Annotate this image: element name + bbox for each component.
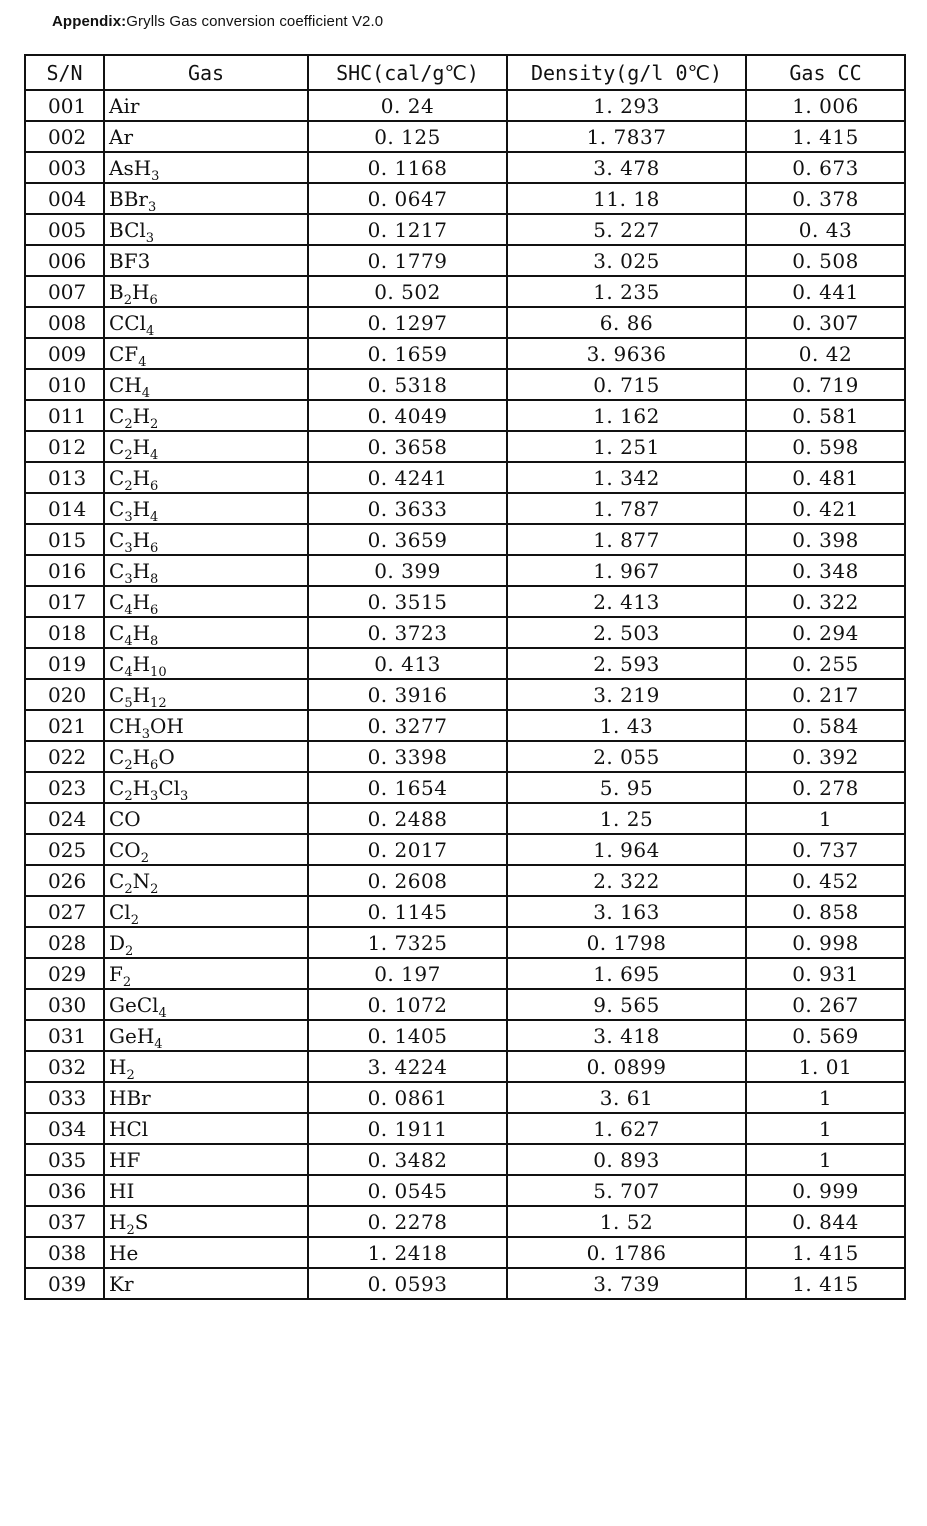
cell-sn: 020 bbox=[25, 679, 104, 710]
cell-shc: 0. 413 bbox=[308, 648, 507, 679]
cell-gas: AsH$_3$ bbox=[104, 152, 308, 183]
cell-gas-cc: 0. 673 bbox=[746, 152, 905, 183]
table-row bbox=[25, 803, 905, 834]
cell-density: 1. 877 bbox=[507, 524, 746, 555]
cell-density: 3. 61 bbox=[507, 1082, 746, 1113]
table-row bbox=[25, 245, 905, 276]
cell-sn: 033 bbox=[25, 1082, 104, 1113]
cell-gas: $F_2$ bbox=[104, 958, 308, 989]
table-row bbox=[25, 1113, 905, 1144]
cell-sn: 038 bbox=[25, 1237, 104, 1268]
cell-sn: 035 bbox=[25, 1144, 104, 1175]
cell-shc: 0. 2608 bbox=[308, 865, 507, 896]
cell-gas: $B_2H_6$ bbox=[104, 276, 308, 307]
cell-gas-cc: 0. 858 bbox=[746, 896, 905, 927]
table-row bbox=[25, 1175, 905, 1206]
cell-density: 0. 715 bbox=[507, 369, 746, 400]
cell-gas: $C_2H_6O$ bbox=[104, 741, 308, 772]
cell-shc: 0. 1217 bbox=[308, 214, 507, 245]
cell-shc: 0. 1659 bbox=[308, 338, 507, 369]
cell-sn: 016 bbox=[25, 555, 104, 586]
cell-density: 1. 293 bbox=[507, 90, 746, 121]
cell-gas: $C_2H_3Cl_3$ bbox=[104, 772, 308, 803]
cell-shc: 0. 3515 bbox=[308, 586, 507, 617]
cell-gas: $C_3H_4$ bbox=[104, 493, 308, 524]
table-row bbox=[25, 90, 905, 121]
cell-gas: Air bbox=[104, 90, 308, 121]
cell-gas-cc: 1. 415 bbox=[746, 121, 905, 152]
cell-gas-cc: 0. 307 bbox=[746, 307, 905, 338]
cell-sn: 018 bbox=[25, 617, 104, 648]
table-row bbox=[25, 493, 905, 524]
cell-sn: 010 bbox=[25, 369, 104, 400]
cell-gas-cc: 0. 584 bbox=[746, 710, 905, 741]
table-row bbox=[25, 710, 905, 741]
table-row bbox=[25, 1144, 905, 1175]
table-row bbox=[25, 307, 905, 338]
cell-gas: $C_4H_6$ bbox=[104, 586, 308, 617]
cell-gas-cc: 0. 294 bbox=[746, 617, 905, 648]
cell-gas-cc: 1. 006 bbox=[746, 90, 905, 121]
table-row bbox=[25, 648, 905, 679]
table-row bbox=[25, 772, 905, 803]
table-row bbox=[25, 1051, 905, 1082]
table-row bbox=[25, 989, 905, 1020]
cell-sn: 024 bbox=[25, 803, 104, 834]
cell-sn: 022 bbox=[25, 741, 104, 772]
cell-gas: BCl$_3$ bbox=[104, 214, 308, 245]
cell-density: 1. 25 bbox=[507, 803, 746, 834]
cell-gas: $C_2H_2$ bbox=[104, 400, 308, 431]
cell-density: 0. 0899 bbox=[507, 1051, 746, 1082]
cell-sn: 006 bbox=[25, 245, 104, 276]
cell-density: 1. 342 bbox=[507, 462, 746, 493]
cell-sn: 034 bbox=[25, 1113, 104, 1144]
cell-density: 3. 418 bbox=[507, 1020, 746, 1051]
cell-gas: BF3 bbox=[104, 245, 308, 276]
cell-density: 2. 593 bbox=[507, 648, 746, 679]
cell-shc: 0. 125 bbox=[308, 121, 507, 152]
cell-sn: 007 bbox=[25, 276, 104, 307]
cell-gas: GeCl$_4$ bbox=[104, 989, 308, 1020]
cell-gas: $C_4H_8$ bbox=[104, 617, 308, 648]
table-row bbox=[25, 400, 905, 431]
table-row bbox=[25, 865, 905, 896]
cell-density: 0. 893 bbox=[507, 1144, 746, 1175]
header-sn: S/N bbox=[25, 55, 104, 90]
cell-gas: HCl bbox=[104, 1113, 308, 1144]
cell-gas-cc: 0. 322 bbox=[746, 586, 905, 617]
gas-conversion-table bbox=[24, 54, 906, 1300]
cell-gas: $C_4H_{10}$ bbox=[104, 648, 308, 679]
table-row bbox=[25, 1206, 905, 1237]
cell-shc: 0. 3277 bbox=[308, 710, 507, 741]
cell-sn: 013 bbox=[25, 462, 104, 493]
cell-density: 6. 86 bbox=[507, 307, 746, 338]
cell-gas-cc: 0. 481 bbox=[746, 462, 905, 493]
cell-density: 3. 163 bbox=[507, 896, 746, 927]
table-row bbox=[25, 369, 905, 400]
cell-shc: 0. 1297 bbox=[308, 307, 507, 338]
table-row bbox=[25, 958, 905, 989]
table-row bbox=[25, 524, 905, 555]
cell-gas-cc: 1. 415 bbox=[746, 1268, 905, 1299]
cell-density: 1. 967 bbox=[507, 555, 746, 586]
cell-shc: 0. 3658 bbox=[308, 431, 507, 462]
cell-gas: BBr$_3$ bbox=[104, 183, 308, 214]
cell-gas-cc: 1 bbox=[746, 803, 905, 834]
table-row bbox=[25, 1237, 905, 1268]
cell-sn: 011 bbox=[25, 400, 104, 431]
cell-gas: He bbox=[104, 1237, 308, 1268]
cell-gas: $C_2H_6$ bbox=[104, 462, 308, 493]
cell-sn: 027 bbox=[25, 896, 104, 927]
cell-sn: 017 bbox=[25, 586, 104, 617]
table-row bbox=[25, 1020, 905, 1051]
table-row bbox=[25, 338, 905, 369]
cell-sn: 014 bbox=[25, 493, 104, 524]
cell-gas-cc: 1. 01 bbox=[746, 1051, 905, 1082]
cell-shc: 0. 0861 bbox=[308, 1082, 507, 1113]
cell-gas-cc: 0. 255 bbox=[746, 648, 905, 679]
cell-shc: 0. 1168 bbox=[308, 152, 507, 183]
cell-gas: $Cl_2$ bbox=[104, 896, 308, 927]
cell-sn: 025 bbox=[25, 834, 104, 865]
table-row bbox=[25, 741, 905, 772]
cell-sn: 015 bbox=[25, 524, 104, 555]
cell-density: 3. 219 bbox=[507, 679, 746, 710]
title-bold-part: Appendix: bbox=[52, 13, 127, 30]
cell-gas-cc: 1 bbox=[746, 1113, 905, 1144]
table-row bbox=[25, 555, 905, 586]
cell-gas-cc: 0. 398 bbox=[746, 524, 905, 555]
table-row bbox=[25, 121, 905, 152]
cell-gas: $CH_4$ bbox=[104, 369, 308, 400]
cell-shc: 3. 4224 bbox=[308, 1051, 507, 1082]
cell-density: 1. 235 bbox=[507, 276, 746, 307]
title-rest: Grylls Gas conversion coefficient V2.0 bbox=[126, 13, 384, 30]
cell-gas-cc: 0. 999 bbox=[746, 1175, 905, 1206]
cell-sn: 029 bbox=[25, 958, 104, 989]
cell-density: 2. 055 bbox=[507, 741, 746, 772]
cell-sn: 004 bbox=[25, 183, 104, 214]
cell-shc: 0. 0593 bbox=[308, 1268, 507, 1299]
header-gas-cc: Gas CC bbox=[746, 55, 905, 90]
cell-gas-cc: 0. 392 bbox=[746, 741, 905, 772]
cell-shc: 0. 3659 bbox=[308, 524, 507, 555]
cell-gas-cc: 0. 43 bbox=[746, 214, 905, 245]
cell-gas: $C_3H_6$ bbox=[104, 524, 308, 555]
cell-sn: 023 bbox=[25, 772, 104, 803]
cell-gas: HI bbox=[104, 1175, 308, 1206]
cell-gas: $H_2S$ bbox=[104, 1206, 308, 1237]
cell-sn: 005 bbox=[25, 214, 104, 245]
cell-gas-cc: 0. 598 bbox=[746, 431, 905, 462]
cell-shc: 0. 0647 bbox=[308, 183, 507, 214]
cell-shc: 0. 1072 bbox=[308, 989, 507, 1020]
table-row bbox=[25, 462, 905, 493]
cell-density: 1. 695 bbox=[507, 958, 746, 989]
table-row bbox=[25, 1082, 905, 1113]
cell-density: 3. 9636 bbox=[507, 338, 746, 369]
cell-shc: 0. 3398 bbox=[308, 741, 507, 772]
cell-gas-cc: 0. 508 bbox=[746, 245, 905, 276]
cell-sn: 009 bbox=[25, 338, 104, 369]
cell-gas-cc: 0. 452 bbox=[746, 865, 905, 896]
cell-gas-cc: 0. 581 bbox=[746, 400, 905, 431]
cell-shc: 0. 1779 bbox=[308, 245, 507, 276]
cell-gas-cc: 0. 421 bbox=[746, 493, 905, 524]
cell-density: 3. 739 bbox=[507, 1268, 746, 1299]
cell-shc: 0. 4049 bbox=[308, 400, 507, 431]
cell-shc: 0. 502 bbox=[308, 276, 507, 307]
cell-density: 11. 18 bbox=[507, 183, 746, 214]
cell-density: 2. 322 bbox=[507, 865, 746, 896]
cell-density: 3. 025 bbox=[507, 245, 746, 276]
table-header-row bbox=[25, 55, 905, 90]
cell-sn: 008 bbox=[25, 307, 104, 338]
cell-shc: 0. 197 bbox=[308, 958, 507, 989]
cell-shc: 0. 0545 bbox=[308, 1175, 507, 1206]
cell-gas-cc: 0. 267 bbox=[746, 989, 905, 1020]
table-body bbox=[25, 90, 905, 1299]
cell-density: 5. 227 bbox=[507, 214, 746, 245]
cell-density: 5. 95 bbox=[507, 772, 746, 803]
cell-gas: Kr bbox=[104, 1268, 308, 1299]
cell-shc: 1. 7325 bbox=[308, 927, 507, 958]
cell-gas-cc: 0. 998 bbox=[746, 927, 905, 958]
cell-gas: $C_2H_4$ bbox=[104, 431, 308, 462]
cell-gas-cc: 0. 42 bbox=[746, 338, 905, 369]
cell-shc: 1. 2418 bbox=[308, 1237, 507, 1268]
table-row bbox=[25, 896, 905, 927]
cell-density: 0. 1798 bbox=[507, 927, 746, 958]
cell-shc: 0. 3482 bbox=[308, 1144, 507, 1175]
cell-gas-cc: 0. 931 bbox=[746, 958, 905, 989]
cell-sn: 012 bbox=[25, 431, 104, 462]
header-gas: Gas bbox=[104, 55, 308, 90]
cell-gas: HF bbox=[104, 1144, 308, 1175]
cell-gas: CO bbox=[104, 803, 308, 834]
table-row bbox=[25, 617, 905, 648]
cell-sn: 002 bbox=[25, 121, 104, 152]
cell-gas: $C_2N_2$ bbox=[104, 865, 308, 896]
cell-gas-cc: 0. 569 bbox=[746, 1020, 905, 1051]
cell-shc: 0. 1405 bbox=[308, 1020, 507, 1051]
document-title bbox=[52, 13, 383, 30]
cell-gas: $CF_4$ bbox=[104, 338, 308, 369]
cell-shc: 0. 3633 bbox=[308, 493, 507, 524]
cell-gas: Ar bbox=[104, 121, 308, 152]
cell-density: 1. 162 bbox=[507, 400, 746, 431]
cell-sn: 032 bbox=[25, 1051, 104, 1082]
cell-gas: $C_3H_8$ bbox=[104, 555, 308, 586]
cell-density: 1. 251 bbox=[507, 431, 746, 462]
cell-gas-cc: 0. 217 bbox=[746, 679, 905, 710]
table-row bbox=[25, 276, 905, 307]
cell-gas: CCl$_4$ bbox=[104, 307, 308, 338]
cell-gas-cc: 1 bbox=[746, 1144, 905, 1175]
cell-density: 1. 52 bbox=[507, 1206, 746, 1237]
cell-gas-cc: 0. 348 bbox=[746, 555, 905, 586]
cell-gas: $CO_2$ bbox=[104, 834, 308, 865]
cell-shc: 0. 399 bbox=[308, 555, 507, 586]
table-row bbox=[25, 927, 905, 958]
cell-density: 2. 413 bbox=[507, 586, 746, 617]
table-row bbox=[25, 679, 905, 710]
cell-sn: 030 bbox=[25, 989, 104, 1020]
cell-shc: 0. 5318 bbox=[308, 369, 507, 400]
cell-shc: 0. 2017 bbox=[308, 834, 507, 865]
header-density: Density(g/l 0℃) bbox=[507, 55, 746, 90]
cell-sn: 026 bbox=[25, 865, 104, 896]
cell-gas: HBr bbox=[104, 1082, 308, 1113]
cell-sn: 001 bbox=[25, 90, 104, 121]
header-shc: SHC(cal/g℃) bbox=[308, 55, 507, 90]
cell-shc: 0. 1654 bbox=[308, 772, 507, 803]
cell-sn: 036 bbox=[25, 1175, 104, 1206]
cell-density: 3. 478 bbox=[507, 152, 746, 183]
cell-gas-cc: 1 bbox=[746, 1082, 905, 1113]
cell-density: 1. 627 bbox=[507, 1113, 746, 1144]
cell-sn: 003 bbox=[25, 152, 104, 183]
cell-gas: $H_2$ bbox=[104, 1051, 308, 1082]
cell-sn: 019 bbox=[25, 648, 104, 679]
table-row bbox=[25, 586, 905, 617]
cell-gas-cc: 0. 719 bbox=[746, 369, 905, 400]
cell-shc: 0. 1911 bbox=[308, 1113, 507, 1144]
cell-density: 5. 707 bbox=[507, 1175, 746, 1206]
table-row bbox=[25, 214, 905, 245]
cell-density: 1. 7837 bbox=[507, 121, 746, 152]
cell-density: 1. 787 bbox=[507, 493, 746, 524]
cell-shc: 0. 3916 bbox=[308, 679, 507, 710]
cell-sn: 037 bbox=[25, 1206, 104, 1237]
cell-density: 1. 964 bbox=[507, 834, 746, 865]
table-row bbox=[25, 183, 905, 214]
cell-gas-cc: 0. 378 bbox=[746, 183, 905, 214]
cell-density: 9. 565 bbox=[507, 989, 746, 1020]
cell-gas: GeH$_4$ bbox=[104, 1020, 308, 1051]
cell-gas: $C_5H_{12}$ bbox=[104, 679, 308, 710]
cell-gas-cc: 0. 278 bbox=[746, 772, 905, 803]
cell-gas-cc: 0. 441 bbox=[746, 276, 905, 307]
table-row bbox=[25, 152, 905, 183]
cell-gas-cc: 0. 844 bbox=[746, 1206, 905, 1237]
cell-gas-cc: 0. 737 bbox=[746, 834, 905, 865]
cell-sn: 021 bbox=[25, 710, 104, 741]
cell-density: 0. 1786 bbox=[507, 1237, 746, 1268]
cell-shc: 0. 4241 bbox=[308, 462, 507, 493]
table-row bbox=[25, 431, 905, 462]
cell-sn: 028 bbox=[25, 927, 104, 958]
cell-sn: 031 bbox=[25, 1020, 104, 1051]
cell-gas-cc: 1. 415 bbox=[746, 1237, 905, 1268]
cell-density: 2. 503 bbox=[507, 617, 746, 648]
cell-shc: 0. 3723 bbox=[308, 617, 507, 648]
cell-shc: 0. 2278 bbox=[308, 1206, 507, 1237]
cell-gas: $D_2$ bbox=[104, 927, 308, 958]
cell-density: 1. 43 bbox=[507, 710, 746, 741]
cell-shc: 0. 1145 bbox=[308, 896, 507, 927]
cell-shc: 0. 24 bbox=[308, 90, 507, 121]
cell-sn: 039 bbox=[25, 1268, 104, 1299]
table-row bbox=[25, 834, 905, 865]
cell-gas: $CH_3OH$ bbox=[104, 710, 308, 741]
cell-shc: 0. 2488 bbox=[308, 803, 507, 834]
table-row bbox=[25, 1268, 905, 1299]
